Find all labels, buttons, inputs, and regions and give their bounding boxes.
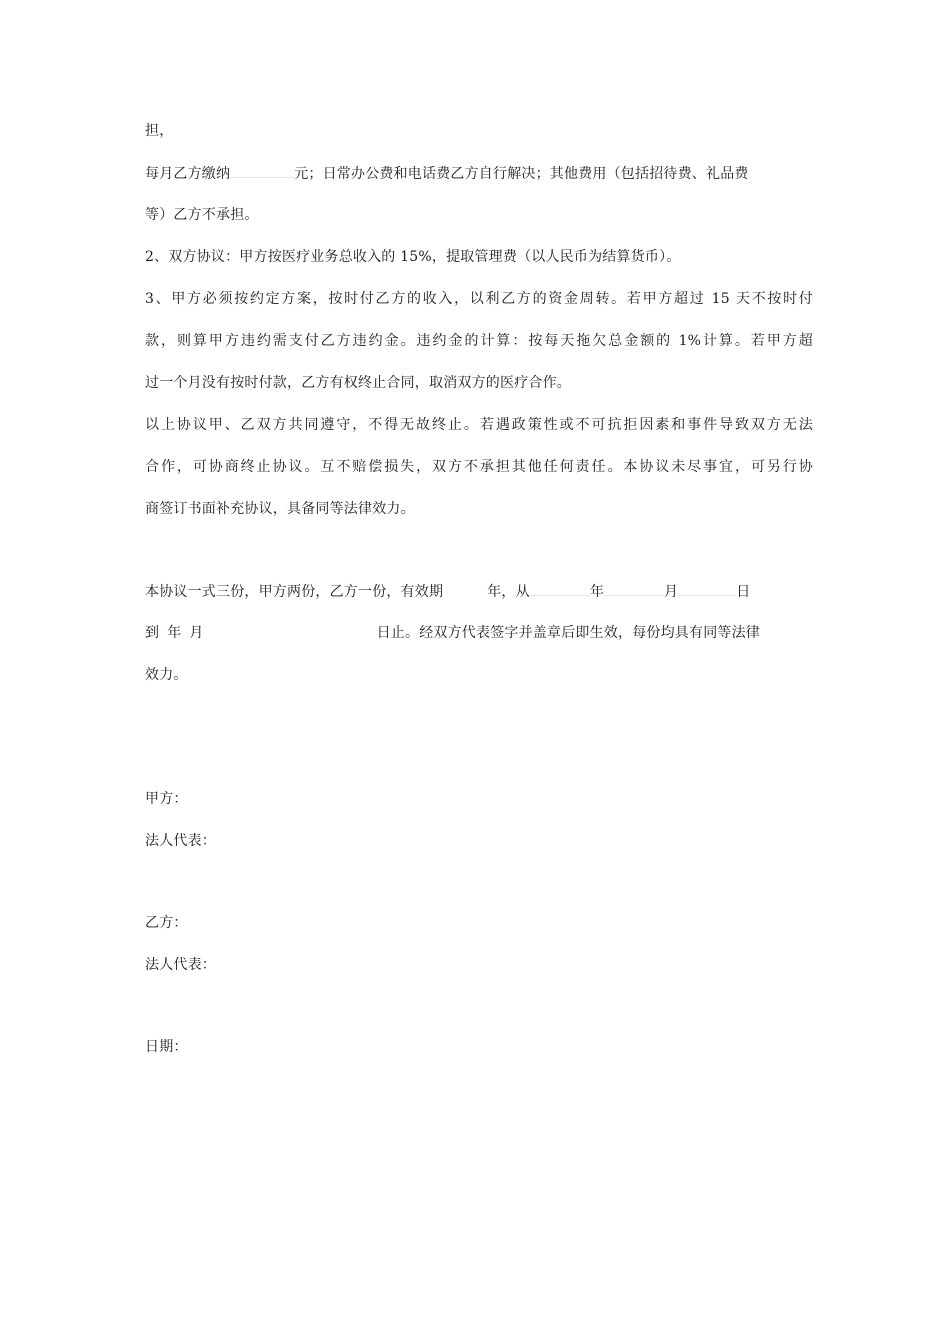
text: 过一个月没有按时付款，乙方有权终止合同，取消双方的医疗合作。 <box>145 375 571 391</box>
text: 月 <box>189 625 204 641</box>
text: 以上协议甲、乙双方共同遵守，不得无故终止。若遇政策性或不可抗拒因素和事件导致双方无法 <box>145 417 813 433</box>
text: 每月乙方缴纳 <box>145 166 231 182</box>
text: 效力。 <box>145 667 188 683</box>
text: 元；日常办公费和电话费乙方自行解决；其他费用（包括招待费、礼品费 <box>294 166 749 182</box>
date-label <box>145 1037 188 1057</box>
clause-line <box>145 415 813 435</box>
clause-line <box>145 373 571 393</box>
party-a-label <box>145 789 188 809</box>
clause-line <box>145 205 259 225</box>
text: 担， <box>145 123 174 139</box>
text: 日 <box>736 584 751 600</box>
text: 2、双方协议：甲方按医疗业务总收入的 15%，提取管理费（以人民币为结算货币）。 <box>145 249 681 265</box>
clause-line <box>145 331 813 351</box>
fill-blank <box>678 581 736 596</box>
term-line <box>145 581 750 602</box>
text: 3、甲方必须按约定方案，按时付乙方的收入，以利乙方的资金周转。若甲方超过 15 天不按时付 <box>145 291 813 307</box>
clause-line <box>145 247 680 267</box>
fill-blank <box>604 581 664 596</box>
text: 法人代表： <box>145 833 216 849</box>
text: 乙方： <box>145 915 188 931</box>
text: 合作，可协商终止协议。互不赔偿损失，双方不承担其他任何责任。本协议未尽事宜，可另行协 <box>145 459 813 475</box>
party-b-label <box>145 913 188 933</box>
term-line <box>145 665 188 685</box>
party-b-rep-label <box>145 955 216 975</box>
text: 到 <box>145 625 160 641</box>
clause-line <box>145 457 813 477</box>
term-line <box>145 623 760 643</box>
fill-blank <box>230 163 294 178</box>
clause-line <box>145 163 749 184</box>
clause-line <box>145 289 813 309</box>
text: 本协议一式三份，甲方两份，乙方一份，有效期 <box>145 584 444 600</box>
text: 月 <box>664 584 679 600</box>
clause-line <box>145 499 415 519</box>
text: 甲方： <box>145 791 188 807</box>
text: 日期： <box>145 1039 188 1055</box>
text: 商签订书面补充协议，具备同等法律效力。 <box>145 501 415 517</box>
text: 日止。经双方代表签字并盖章后即生效，每份均具有同等法律 <box>376 625 761 641</box>
text: 款，则算甲方违约需支付乙方违约金。违约金的计算：按每天拖欠总金额的 1%计算。若甲方超 <box>145 333 813 349</box>
party-a-rep-label <box>145 831 216 851</box>
text: 年，从 <box>487 584 530 600</box>
text: 年 <box>167 625 182 641</box>
fill-blank <box>530 581 590 596</box>
clause-line <box>145 121 173 141</box>
text: 法人代表： <box>145 957 216 973</box>
text: 等）乙方不承担。 <box>145 207 259 223</box>
text: 年 <box>589 584 605 600</box>
